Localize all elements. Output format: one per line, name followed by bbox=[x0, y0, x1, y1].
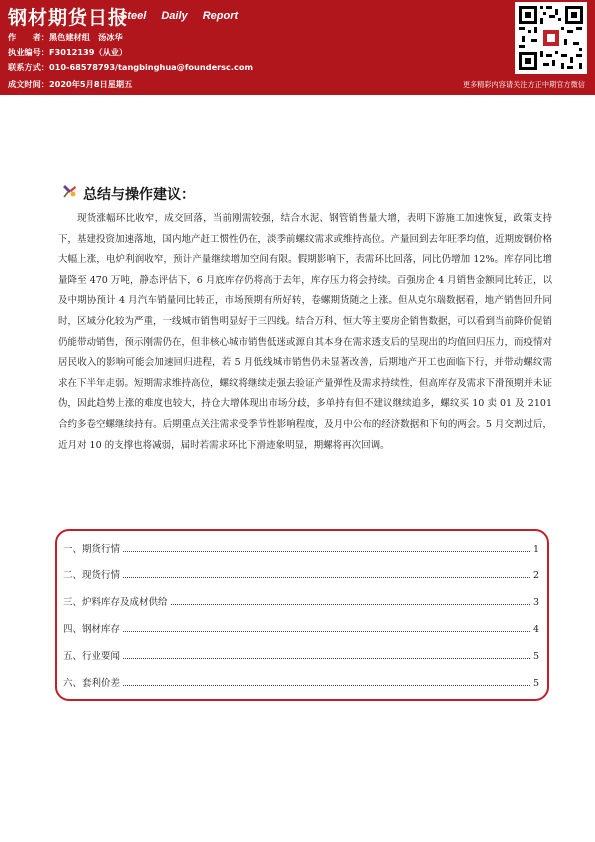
license-line bbox=[8, 47, 127, 58]
toc-page: 1 bbox=[532, 544, 539, 555]
toc-label: 六、套利价差 bbox=[63, 678, 121, 689]
report-header bbox=[0, 0, 595, 95]
license-value: F3012139（从业） bbox=[48, 47, 128, 57]
contact-value[interactable]: 010-68578793/tangbinghua@foundersc.com bbox=[48, 62, 254, 72]
toc-label: 三、炉料库存及成材供给 bbox=[63, 597, 168, 608]
toc-page: 2 bbox=[532, 570, 539, 581]
toc-label: 一、期货行情 bbox=[63, 544, 121, 555]
toc-page: 3 bbox=[532, 597, 539, 608]
author-value: 黑色建材组 汤冰华 bbox=[48, 32, 123, 42]
author-line bbox=[8, 32, 123, 43]
table-of-contents bbox=[55, 529, 549, 701]
toc-page: 5 bbox=[532, 678, 539, 689]
summary-paragraph: 现货涨幅环比收窄，成交回落，当前刚需较强，结合水泥、钢管销售量大增，表明下游施工加速恢复，政策支持下，基建投资加速落地，国内地产赶工惯性仍在，淡季前螺纹需求或维持高位。产量回到去年旺季均值，近期废钢价格大幅上涨，电炉利润收窄，预计产量继续增加空间有限。假期影响下，表需环比回落，同比仍增加 12%。库存同比增量降至 470 万吨，静态评估下，6 月底库存仍将高于去年，库存压力将会持续。百强房企 4 月销售金额同比转正，以及中期协预计 4 月汽车销量同比转正，市场预期有所好转，卷螺期货随之上涨。但从克尔瑞数据看，地产销售回升同时，区域分化较为严重，一线城市销售明显好于三四线。结合万科、恒大等主要房企销售数据，可以看到当前降价促销仍能带动销售，预示刚需仍在，但非核心城市销售低迷或源自其本身在需求透支后的呈现出的均值回归压力，而疫情对居民收入的影响可能会加速回归进程，若 5 月低线城市销售仍未显著改善，后期地产开工也面临下行，并带动螺纹需求在下半年走弱。短期需求维持高位，螺纹将继续走强去验证产量弹性及需求持续性，但高库存及需求下滑预期并未证伪，因此趋势上涨的难度也较大，持仓大增体现出市场分歧，多单持有但不建议继续追多，螺纹买 10 卖 01 及 2101 合约多卷空螺继续持有。后期重点关注需求受季节性影响程度，及月中公布的经济数据和下旬的两会。5 月交割过后，近月对 10 的支撑也将减弱，届时若需求环比下滑迹象明显，期螺将再次回调。 bbox=[58, 213, 553, 451]
toc-item-spot[interactable] bbox=[63, 567, 539, 581]
date-line bbox=[8, 79, 132, 90]
toc-label: 五、行业要闻 bbox=[63, 651, 121, 662]
toc-leader bbox=[171, 604, 530, 605]
qr-code-icon bbox=[515, 2, 587, 74]
toc-leader bbox=[123, 631, 530, 632]
toc-item-futures[interactable] bbox=[63, 541, 539, 555]
report-subtitle: Steel Daily Report bbox=[120, 10, 239, 22]
toc-label: 二、现货行情 bbox=[63, 570, 121, 581]
summary-body bbox=[58, 209, 552, 456]
toc-label: 四、钢材库存 bbox=[63, 624, 121, 635]
toc-leader bbox=[123, 658, 530, 659]
qr-caption: 更多精彩内容请关注方正中期官方微信 bbox=[462, 80, 585, 89]
toc-leader bbox=[123, 685, 530, 686]
author-label: 作 者： bbox=[8, 32, 49, 42]
pushpin-icon bbox=[62, 183, 78, 199]
toc-page: 4 bbox=[532, 624, 539, 635]
contact-label: 联系方式： bbox=[8, 62, 49, 72]
toc-page: 5 bbox=[532, 651, 539, 662]
toc-item-furnace-supply[interactable] bbox=[63, 594, 539, 608]
license-label: 执业编号： bbox=[8, 47, 49, 57]
contact-line bbox=[8, 62, 253, 73]
date-label: 成文时间： bbox=[8, 79, 49, 89]
section-title: 总结与操作建议： bbox=[83, 187, 195, 203]
toc-item-news[interactable] bbox=[63, 648, 539, 662]
report-title: 钢材期货日报 bbox=[8, 7, 129, 29]
toc-leader bbox=[123, 577, 530, 578]
toc-leader bbox=[123, 551, 530, 552]
toc-item-steel-inventory[interactable] bbox=[63, 621, 539, 635]
date-value: 2020年5月8日星期五 bbox=[48, 79, 133, 89]
toc-item-arbitrage[interactable] bbox=[63, 675, 539, 689]
